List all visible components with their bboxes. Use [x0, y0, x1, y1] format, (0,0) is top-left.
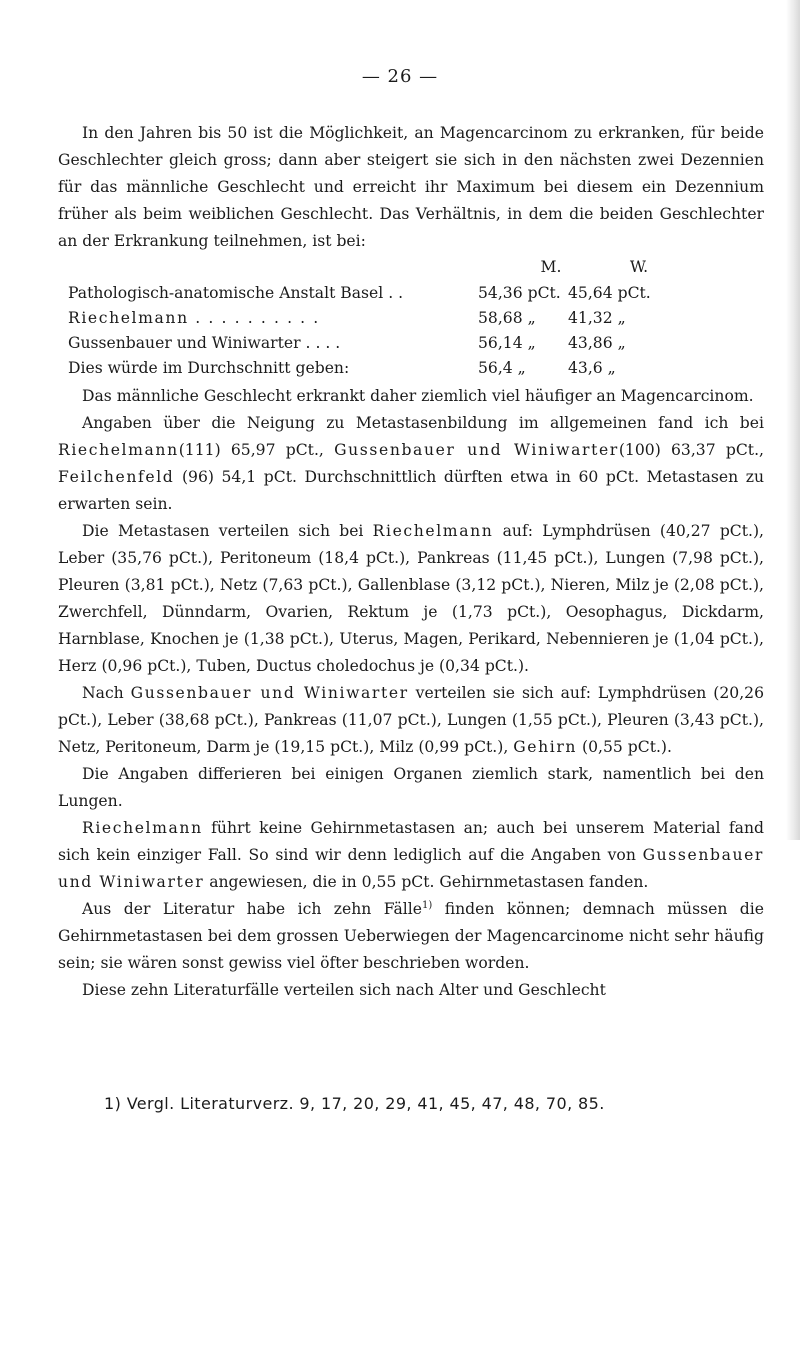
row-source: Gussenbauer und Winiwarter . . . .	[68, 334, 341, 352]
paragraph-distribution-intro: Diese zehn Literaturfälle verteilen sich nach Alter und Geschlecht	[82, 981, 606, 999]
paragraph-brain-metastases: Riechelmann führt keine Gehirnmetastasen an; auch bei unserem Material fand sich kein einziger Fall. So sind wir denn lediglich auf die Angaben von Gussenbauer und Winiwarter angewiesen, die in 0,55 pCt. Gehirnmetastasen fanden.	[58, 819, 764, 891]
row-value-w: 41,32 „	[568, 309, 626, 327]
author-name: Riechelmann	[372, 522, 494, 540]
table-header	[58, 255, 764, 279]
paragraph-incidence: In den Jahren bis 50 ist die Möglichkeit, an Magencarcinom zu erkranken, für beide Geschlechter gleich gross; dann aber steigert sie sich in den nächsten zwei Dezennien für das männliche Geschlecht und erreicht ihr Maximum bei diesem ein Dezennium früher als beim weiblichen Geschlecht. Das Verhältnis, in dem die beiden Geschlechter an der Erkrankung teilnehmen, ist bei:	[58, 124, 764, 250]
table-row	[68, 306, 658, 331]
author-name: Gussenbauer und Winiwarter	[130, 684, 409, 702]
author-name: Riechelmann	[58, 441, 179, 459]
column-header-m: M.	[540, 258, 562, 276]
paragraph-literature: Aus der Literatur habe ich zehn Fälle$^{1)}$ finden können; demnach müssen die Gehirnmetastasen bei dem grossen Ueberwiegen der Magencarcinome nicht sehr häufig sein; sie wären sonst gewiss viel öfter beschrieben worden.	[58, 899, 764, 972]
row-value-m: 56,4 „	[478, 359, 526, 377]
table-row	[68, 356, 658, 381]
row-value-m: 54,36 pCt.	[478, 284, 561, 302]
column-header-w: W.	[629, 258, 649, 276]
row-source: Pathologisch-anatomische Anstalt Basel . .	[68, 284, 404, 302]
table-row	[68, 331, 658, 356]
emphasis-gehirn: Gehirn	[513, 738, 578, 756]
row-value-m: 58,68 „	[478, 309, 536, 327]
row-source: Dies würde im Durchschnitt geben:	[68, 359, 350, 377]
paragraph-riechelmann-distribution: Die Metastasen verteilen sich bei Riechelmann auf: Lymphdrüsen (40,27 pCt.), Leber (35,76 pCt.), Peritoneum (18,4 pCt.), Pankreas (11,45 pCt.), Lungen (7,98 pCt.), Pleuren (3,81 pCt.), Netz (7,63 pCt.), Gallenblase (3,12 pCt.), Nieren, Milz je (2,08 pCt.), Zwerchfell, Dünndarm, Ovarien, Rektum je (1,73 pCt.), Oesophagus, Dickdarm, Harnblase, Knochen je (1,38 pCt.), Uterus, Magen, Perikard, Nebennieren je (1,04 pCt.), Herz (0,96 pCt.), Tuben, Ductus choledochus je (0,34 pCt.).	[58, 522, 765, 675]
paragraph-metastasis-rate: Angaben über die Neigung zu Metastasenbildung im allgemeinen fand ich bei Riechelmann(111) 65,97 pCt., Gussenbauer und Winiwarter(100) 63,37 pCt., Feilchenfeld (96) 54,1 pCt. Durchschnittlich dürften etwa in 60 pCt. Metastasen zu erwarten sein.	[58, 414, 764, 513]
author-name: Riechelmann	[82, 819, 203, 837]
page-body	[58, 120, 764, 1004]
author-name: Gussenbauer und Winiwarter	[58, 846, 764, 891]
table-row	[68, 281, 658, 306]
row-value-w: 43,6 „	[568, 359, 616, 377]
row-value-m: 56,14 „	[478, 334, 536, 352]
row-source: Riechelmann . . . . . . . . . .	[68, 309, 320, 327]
page-edge-shadow	[786, 0, 800, 840]
paragraph-gussenbauer-distribution: Nach Gussenbauer und Winiwarter verteilen sie sich auf: Lymphdrüsen (20,26 pCt.), Leber (38,68 pCt.), Pankreas (11,07 pCt.), Lungen (1,55 pCt.), Pleuren (3,43 pCt.), Netz, Peritoneum, Darm je (19,15 pCt.), Milz (0,99 pCt.), Gehirn (0,55 pCt.).	[58, 684, 764, 756]
author-name: Gussenbauer und Winiwarter	[334, 441, 619, 459]
author-name: Feilchenfeld	[58, 468, 175, 486]
row-value-w: 45,64 pCt.	[568, 284, 651, 302]
paragraph-conclusion: Das männliche Geschlecht erkrankt daher ziemlich viel häufiger an Magencarcinom.	[82, 387, 754, 405]
gender-ratio-table	[68, 281, 658, 381]
footnote-marker: 1)	[422, 899, 433, 911]
page-number: — 26 —	[361, 66, 439, 87]
paragraph-differences: Die Angaben differieren bei einigen Organen ziemlich stark, namentlich bei den Lungen.	[58, 765, 764, 810]
footnote: 1) Vergl. Literaturverz. 9, 17, 20, 29, 41, 45, 47, 48, 70, 85.	[104, 1094, 605, 1113]
row-value-w: 43,86 „	[568, 334, 626, 352]
